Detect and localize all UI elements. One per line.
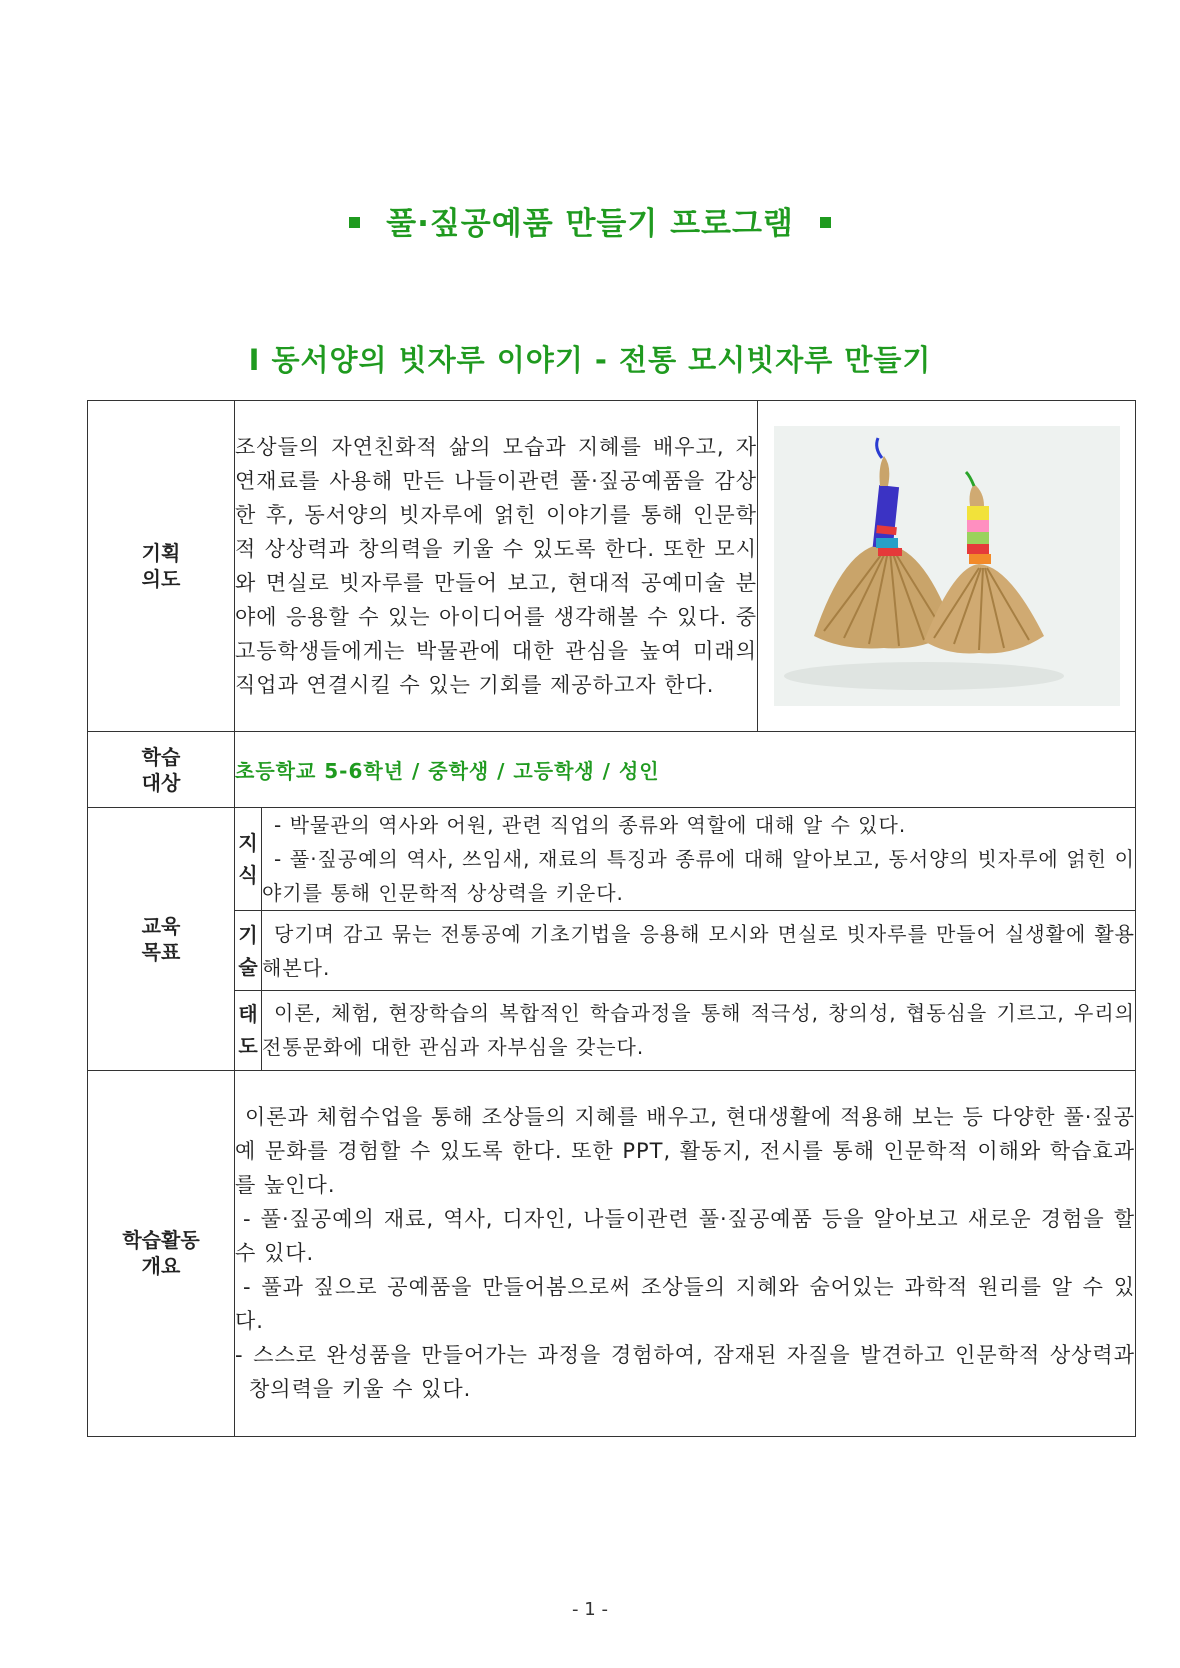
goal-line: - 풀·짚공예의 역사, 쓰임새, 재료의 특징과 종류에 대해 알아보고, 동서양의 빗자루에 얽힌 이야기를 통해 인문학적 상상력을 키운다. (262, 847, 1135, 905)
goals-label: 교육 목표 (88, 808, 235, 1071)
activity-paragraph: 이론과 체험수업을 통해 조상들의 지혜를 배우고, 현대생활에 적용해 보는 등 다양한 풀·짚공예 문화를 경험할 수 있도록 한다. 또한 PPT, 활동지, 전시를 통해 인문학적 이해와 학습효과를 높인다. (235, 1105, 1135, 1197)
goal-line: - 박물관의 역사와 어원, 관련 직업의 종류와 역할에 대해 알 수 있다. (274, 813, 907, 837)
activity-text (235, 1070, 1136, 1436)
goal-skill-text: 당기며 감고 묶는 전통공예 기초기법을 응용해 모시와 면실로 빗자루를 만들어 실생활에 활용해본다. (262, 911, 1136, 991)
main-title (0, 198, 1180, 243)
goals-cell (235, 808, 1136, 1071)
broom-photo (774, 426, 1120, 706)
activity-label: 학습활동 개요 (88, 1070, 235, 1436)
section-title: Ⅰ 동서양의 빗자루 이야기 - 전통 모시빗자루 만들기 (248, 343, 932, 377)
activity-paragraph: - 풀·짚공예의 재료, 역사, 디자인, 나들이관련 풀·짚공예품 등을 알아보고 새로운 경험을 할 수 있다. (235, 1207, 1135, 1265)
goal-attitude-text: 이론, 체험, 현장학습의 복합적인 학습과정을 통해 적극성, 창의성, 협동심을 기르고, 우리의 전통문화에 대한 관심과 자부심을 갖는다. (262, 991, 1136, 1070)
goal-knowledge-label: 지 식 (235, 808, 262, 911)
main-title-text: 풀·짚공예품 만들기 프로그램 (386, 206, 794, 242)
square-bullet-icon (349, 217, 360, 228)
square-bullet-icon (820, 217, 831, 228)
goal-skill-label: 기 술 (235, 911, 262, 991)
target-text: 초등학교 5-6학년 / 중학생 / 고등학생 / 성인 (235, 732, 1136, 808)
intent-label: 기획 의도 (88, 401, 235, 732)
activity-paragraph: - 풀과 짚으로 공예품을 만들어봄으로써 조상들의 지혜와 숨어있는 과학적 원리를 알 수 있다. (235, 1275, 1135, 1333)
goals-table (235, 808, 1135, 1070)
program-table (87, 400, 1136, 1437)
activity-paragraph: - 스스로 완성품을 만들어가는 과정을 경험하여, 잠재된 자질을 발견하고 인문학적 상상력과 창의력을 키울 수 있다. (235, 1343, 1135, 1401)
target-label: 학습 대상 (88, 732, 235, 808)
goal-knowledge-text (262, 808, 1136, 911)
goal-attitude-label: 태 도 (235, 991, 262, 1070)
page-number: - 1 - (572, 1599, 608, 1620)
intent-text: 조상들의 자연친화적 삶의 모습과 지혜를 배우고, 자연재료를 사용해 만든 나들이관련 풀·짚공예품을 감상한 후, 동서양의 빗자루에 얽힌 이야기를 통해 인문학적 상상력과 창의력을 키울 수 있도록 한다. 또한 모시와 면실로 빗자루를 만들어 보고, 현대적 공예미술 분야에 응용할 수 있는 아이디어를 생각해볼 수 있다. 중고등학생들에게는 박물관에 대한 관심을 높여 미래의 직업과 연결시킬 수 있는 기회를 제공하고자 한다. (235, 401, 758, 732)
photo-cell (758, 401, 1136, 732)
